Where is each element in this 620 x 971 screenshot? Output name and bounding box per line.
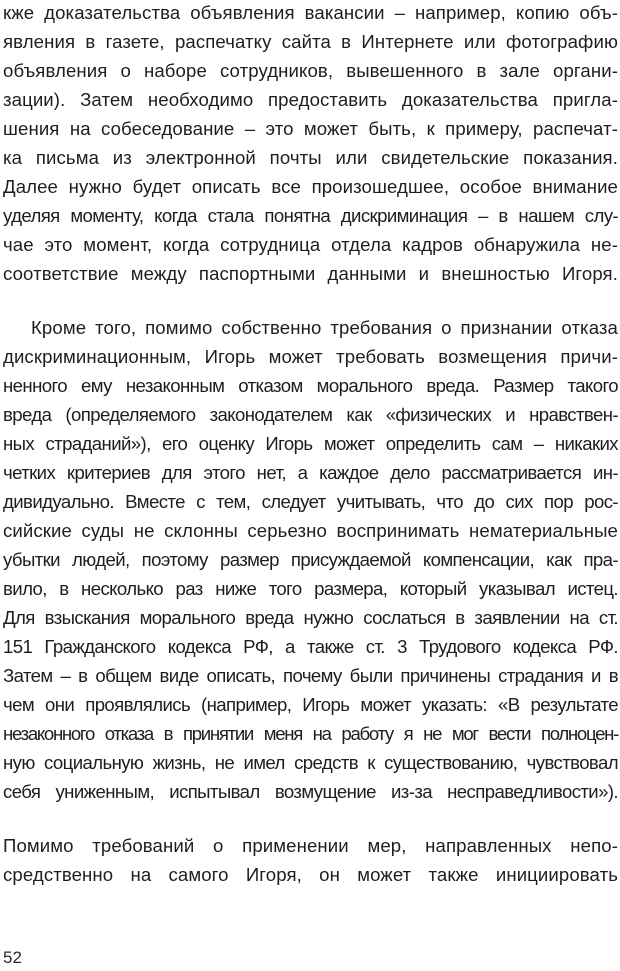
text-line: Для взыскания морального вреда нужно сослаться в заявлении на ст. bbox=[3, 607, 618, 628]
text-line: Кроме того, помимо собственно требования о признании отказа bbox=[31, 317, 618, 338]
text-line: дискриминационным, Игорь может требовать возмещения причи- bbox=[3, 346, 618, 367]
text-line: объявления о наборе сотрудников, вывешенного в зале органи- bbox=[3, 60, 618, 81]
text-line: ка письма из электронной почты или свидетельские показания. bbox=[3, 147, 618, 168]
text-line: соответствие между паспортными данными и внешностью Игоря. bbox=[3, 263, 618, 284]
text-line: средственно на самого Игоря, он может также инициировать bbox=[3, 864, 618, 885]
text-line: сийские суды не склонны серьезно воспринимать нематериальные bbox=[3, 520, 618, 541]
text-line: вреда (определяемого законодателем как «физических и нравствен- bbox=[3, 404, 618, 425]
text-line: чем они проявлялись (например, Игорь может указать: «В результате bbox=[3, 694, 618, 715]
text-line: четких критериев для этого нет, а каждое дело рассматривается ин- bbox=[3, 462, 618, 483]
text-line: ных страданий»), его оценку Игорь может определить сам – никаких bbox=[3, 433, 618, 454]
text-line: зации). Затем необходимо предоставить доказательства пригла- bbox=[3, 89, 618, 110]
text-line: себя униженным, испытывал возмущение из-за несправедливости»). bbox=[3, 781, 618, 802]
text-line: ную социальную жизнь, не имел средств к существованию, чувствовал bbox=[3, 752, 618, 773]
text-line: уделяя моменту, когда стала понятна дискриминация – в нашем слу- bbox=[3, 205, 618, 226]
text-line: Помимо требований о применении мер, направленных непо- bbox=[3, 835, 618, 856]
text-line: чае это момент, когда сотрудница отдела кадров обнаружила не- bbox=[3, 234, 618, 255]
text-line: ненного ему незаконным отказом морального вреда. Размер такого bbox=[3, 375, 618, 396]
text-line: Далее нужно будет описать все произошедшее, особое внимание bbox=[3, 176, 618, 197]
text-line: убытки людей, поэтому размер присуждаемой компенсации, как пра- bbox=[3, 549, 618, 570]
page-number: 52 bbox=[3, 948, 22, 967]
text-line: 151 Гражданского кодекса РФ, а также ст. 3 Трудового кодекса РФ. bbox=[3, 636, 618, 657]
text-line: Затем – в общем виде описать, почему были причинены страдания и в bbox=[3, 665, 618, 686]
text-line: явления в газете, распечатку сайта в Интернете или фотографию bbox=[3, 31, 618, 52]
text-line: дивидуально. Вместе с тем, следует учитывать, что до сих пор рос- bbox=[3, 491, 618, 512]
text-line: незаконного отказа в принятии меня на работу я не мог вести полноцен- bbox=[3, 723, 618, 744]
text-line: вило, в несколько раз ниже того размера, который указывал истец. bbox=[3, 578, 618, 599]
text-line: кже доказательства объявления вакансии – например, копию объ- bbox=[3, 2, 618, 23]
text-line: шения на собеседование – это может быть, к примеру, распечат- bbox=[3, 118, 618, 139]
